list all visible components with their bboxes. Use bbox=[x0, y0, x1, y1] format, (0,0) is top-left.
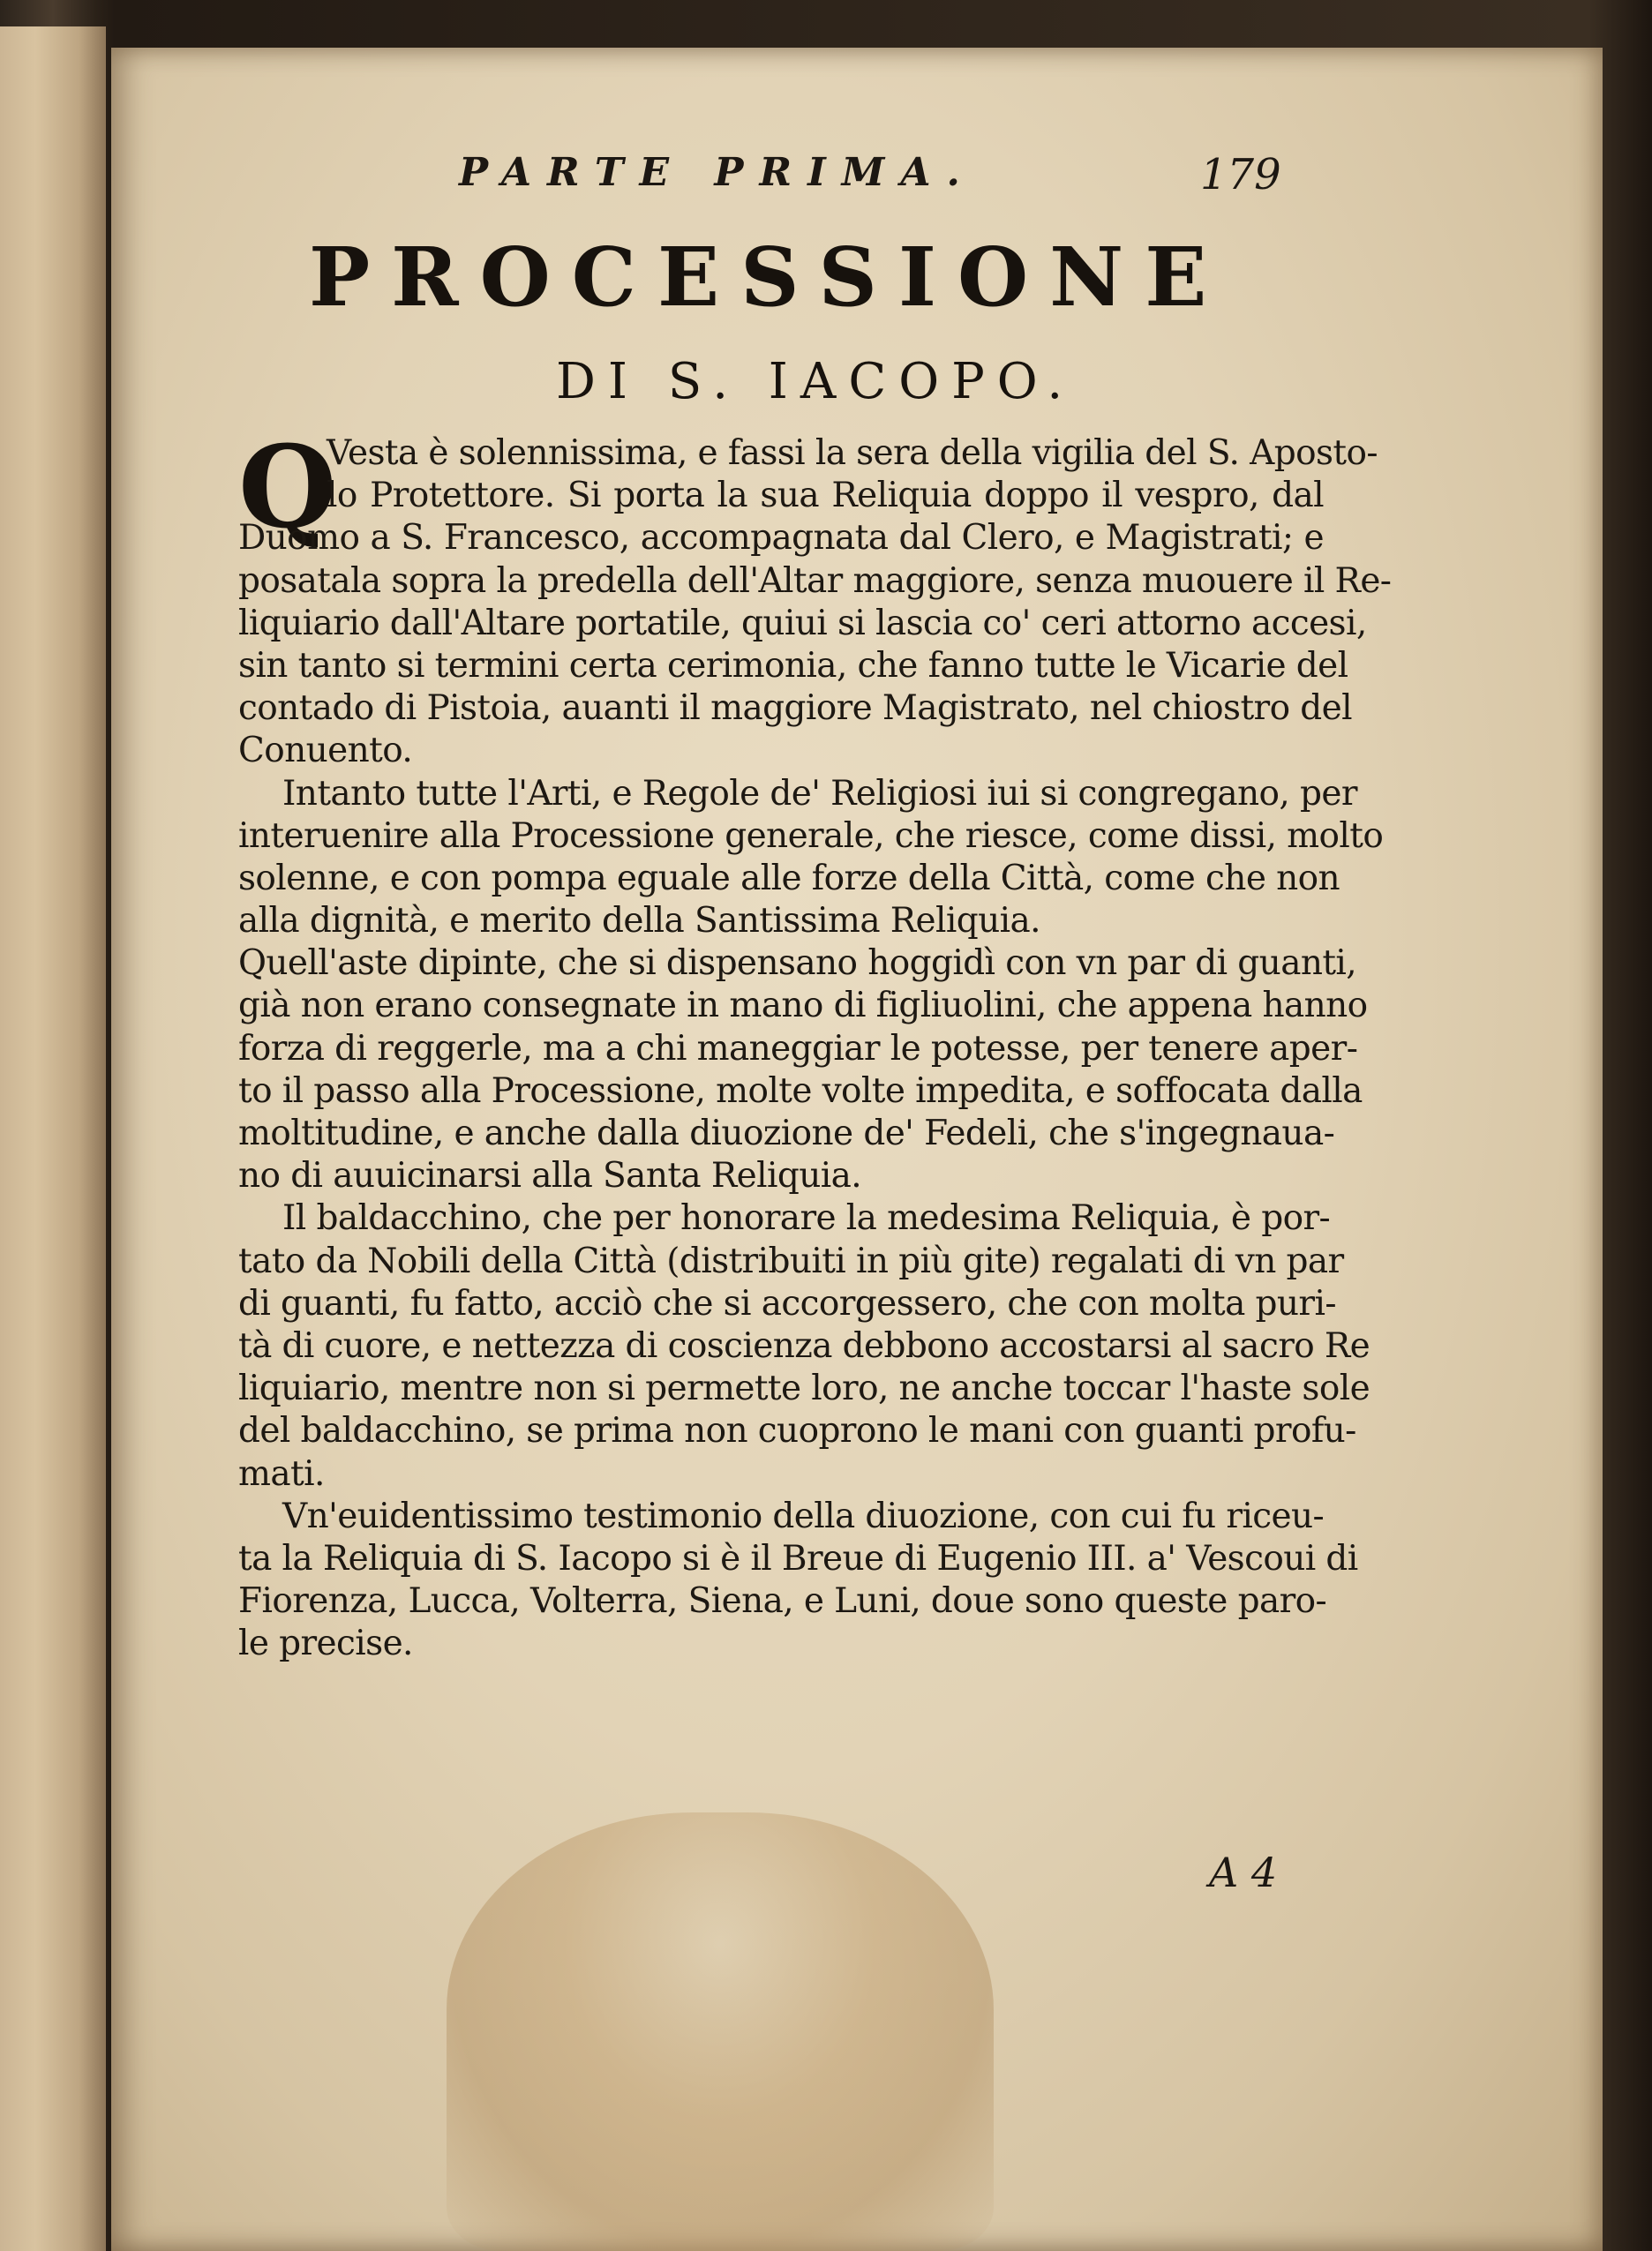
text-line: moltitudine, e anche dalla diuozione de' Fedeli, che s'ingegnaua- bbox=[238, 1114, 1335, 1153]
text-line: Duomo a S. Francesco, accompagnata dal Clero, e Magistrati; e bbox=[238, 518, 1324, 559]
text-line: ta la Reliquia di S. Iacopo si è il Breue di Eugenio III. a' Vescoui di bbox=[238, 1538, 1358, 1579]
text-line: posatala sopra la predella dell'Altar maggiore, senza muouere il Re- bbox=[238, 560, 1392, 601]
text-line: Vn'euidentissimo testimonio della diuozione, con cui fu riceu- bbox=[282, 1496, 1325, 1536]
text-line: Conuento. bbox=[238, 731, 413, 771]
body-text bbox=[238, 422, 1392, 1665]
text-line: alla dignità, e merito della Santissima Reliquia. bbox=[238, 901, 1040, 942]
text-line: sin tanto si termini certa cerimonia, che fanno tutte le Vicarie del bbox=[238, 645, 1348, 686]
text-line: tà di cuore, e nettezza di coscienza debbono accostarsi al sacro Re bbox=[238, 1325, 1370, 1366]
page-number: 179 bbox=[1200, 150, 1281, 199]
previous-page-edge bbox=[0, 26, 106, 2251]
drop-capital: Q bbox=[238, 422, 337, 554]
text-line: mati. bbox=[238, 1453, 325, 1494]
text-line: le precise. bbox=[238, 1624, 413, 1664]
text-line: liquiario, mentre non si permette loro, ne anche toccar l'haste sole bbox=[238, 1369, 1370, 1409]
text-line: no di auuicinarsi alla Santa Reliquia. bbox=[238, 1156, 862, 1197]
water-stain bbox=[447, 1812, 994, 2251]
text-line: Il baldacchino, che per honorare la medesima Reliquia, è por- bbox=[282, 1198, 1331, 1239]
text-line: di guanti, fu fatto, acciò che si accorgessero, che con molta puri- bbox=[238, 1283, 1336, 1324]
text-line: Fiorenza, Lucca, Volterra, Siena, e Luni, doue sono queste paro- bbox=[238, 1581, 1327, 1622]
chapter-subtitle: DI S. IACOPO. bbox=[556, 353, 1076, 410]
text-line: lo Protettore. Si porta la sua Reliquia doppo il vespro, dal bbox=[327, 476, 1324, 516]
text-line: Vesta è solennissima, e fassi la sera della vigilia del S. Aposto- bbox=[327, 433, 1378, 473]
text-line: interuenire alla Processione generale, che riesce, come dissi, molto bbox=[238, 815, 1384, 856]
text-line: solenne, e con pompa eguale alle forze della Città, come che non bbox=[238, 858, 1340, 898]
text-line: tato da Nobili della Città (distribuiti in più gite) regalati di vn par bbox=[238, 1241, 1344, 1281]
text-line: forza di reggerle, ma a chi maneggiar le potesse, per tenere aper- bbox=[238, 1028, 1358, 1069]
signature-mark: A 4 bbox=[1209, 1849, 1278, 1896]
text-line: Intanto tutte l'Arti, e Regole de' Religiosi iui si congregano, per bbox=[282, 773, 1357, 814]
text-line: contado di Pistoia, auanti il maggiore Magistrato, nel chiostro del bbox=[238, 688, 1352, 729]
text-line: già non erano consegnate in mano di figliuolini, che appena hanno bbox=[238, 986, 1368, 1026]
chapter-title: PROCESSIONE bbox=[309, 229, 1228, 325]
text-line: Quell'aste dipinte, che si dispensano hoggidì con vn par di guanti, bbox=[238, 943, 1357, 984]
text-line: to il passo alla Processione, molte volte impedita, e soffocata dalla bbox=[238, 1070, 1363, 1111]
running-header: PARTE PRIMA. bbox=[459, 150, 976, 195]
text-line: liquiario dall'Altare portatile, quiui si lascia co' ceri attorno accesi, bbox=[238, 603, 1367, 643]
text-line: del baldacchino, se prima non cuoprono le mani con guanti profu- bbox=[238, 1411, 1356, 1452]
